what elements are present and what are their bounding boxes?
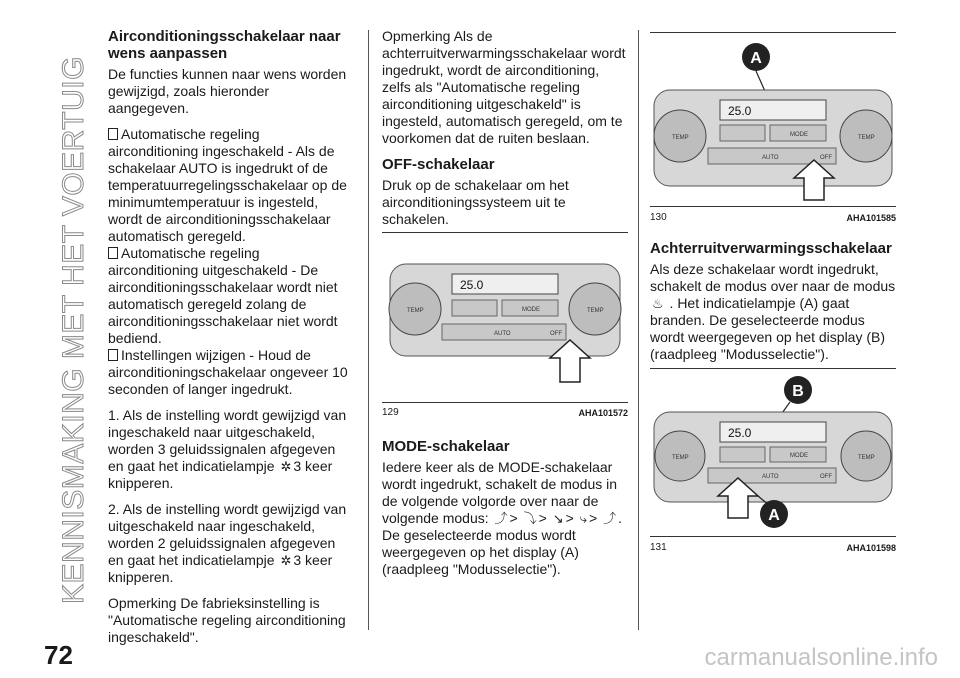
svg-text:AUTO: AUTO	[762, 155, 779, 161]
svg-text:MODE: MODE	[522, 307, 540, 313]
watermark: carmanualsonline.info	[704, 644, 938, 671]
svg-text:TEMP: TEMP	[672, 455, 689, 461]
svg-text:TEMP: TEMP	[672, 135, 689, 141]
column-1	[108, 28, 352, 655]
mode-face-icon: ⤴	[494, 511, 508, 526]
svg-text:MODE: MODE	[790, 132, 808, 138]
svg-text:A: A	[750, 50, 762, 67]
chapter-side-title	[50, 30, 98, 630]
figure-131	[650, 368, 896, 558]
page-number: 72	[44, 640, 73, 670]
note-paragraph: Opmerking Als de achterruitverwarmingsschakelaar wordt ingedrukt, wordt de airconditioning, zelfs als "Automatische regeling airconditioning uitgeschakeld" is ingesteld, automatisch geregeld, om te voorkomen dat de ruiten beslaan.	[382, 28, 626, 146]
svg-text:TEMP: TEMP	[858, 135, 875, 141]
mode-foot-defrost-icon: ⤷	[579, 511, 587, 526]
svg-text:TEMP: TEMP	[587, 308, 604, 314]
svg-text:25.0: 25.0	[728, 426, 752, 440]
step-1: 1. Als de instelling wordt gewijzigd van ingeschakeld naar uitgeschakeld, worden 3 geluidssignalen afgegeven en gaat het indicatielampje ✲ 3 keer knipperen.	[108, 407, 347, 491]
figure-code: AHA101585	[846, 213, 896, 223]
section-heading: OFF-schakelaar	[382, 156, 495, 173]
svg-text:TEMP: TEMP	[858, 455, 875, 461]
column-2	[382, 28, 628, 237]
figure-129	[382, 232, 628, 422]
climate-panel-illustration	[650, 368, 896, 538]
intro-paragraph: De functies kunnen naar wens worden gewijzigd, zoals hieronder aangegeven.	[108, 66, 347, 116]
column-divider	[638, 30, 639, 630]
mode-face-foot-icon: ⤵	[523, 511, 537, 526]
bullet-item: Instellingen wijzigen - Houd de airconditioningschakelaar ongeveer 10 seconden of langer ingedrukt.	[108, 347, 348, 397]
svg-text:TEMP: TEMP	[407, 308, 424, 314]
figure-130	[650, 32, 896, 224]
figure-number: 130	[650, 212, 667, 223]
svg-text:OFF: OFF	[820, 155, 832, 161]
note-paragraph: Opmerking De fabrieksinstelling is "Automatische regeling airconditioning ingeschakeld".	[108, 595, 346, 645]
bullet-item: Automatische regeling airconditioning uitgeschakeld - De airconditioningsschakelaar wordt niet automatisch geregeld zolang de airconditioningsschakelaar niet wordt bediend.	[108, 245, 338, 346]
svg-text:AUTO: AUTO	[494, 331, 511, 337]
svg-text:25.0: 25.0	[728, 104, 752, 118]
paragraph: Als deze schakelaar wordt ingedrukt, schakelt de modus over naar de modus ♨ . Het indicatielampje (A) gaat branden. De geselecteerde modus wordt weergegeven op het display (B) (raadpleeg "Modusselectie").	[650, 261, 896, 362]
climate-panel-illustration	[382, 244, 628, 394]
section-heading: Achterruitverwarmingsschakelaar	[650, 240, 892, 257]
figure-code: AHA101598	[846, 543, 896, 553]
bullet-item: Automatische regeling airconditioning ingeschakeld - Als de schakelaar AUTO is ingedrukt of de temperatuurregelingsschakelaar op de minimumtemperatuur is ingesteld, wordt de airconditioningsschakelaar automatisch geregeld.	[108, 126, 347, 244]
section-heading: MODE-schakelaar	[382, 438, 510, 455]
step-2: 2. Als de instelling wordt gewijzigd van uitgeschakeld naar ingeschakeld, worden 2 geluidssignalen afgegeven en gaat het indicatielampje ✲ 3 keer knipperen.	[108, 501, 347, 585]
checkbox-bullet-icon	[108, 247, 118, 259]
column-3-text	[650, 240, 896, 372]
column-divider	[368, 30, 369, 630]
svg-text:A: A	[768, 507, 780, 524]
checkbox-bullet-icon	[108, 349, 118, 361]
svg-text:25.0: 25.0	[460, 278, 484, 292]
climate-panel-illustration	[650, 32, 896, 202]
svg-text:MODE: MODE	[790, 453, 808, 459]
paragraph: Druk op de schakelaar om het airconditioningssysteem uit te schakelen.	[382, 177, 569, 227]
paragraph: Iedere keer als de MODE-schakelaar wordt ingedrukt, schakelt de modus in de volgende volgorde over naar de volgende modus: ⤴ > ⤵ > ↘ > ⤷ > ⤴ . De geselecteerde modus wordt weergegeven op het display (A) (raadpleeg "Modusselectie").	[382, 459, 622, 577]
figure-number: 131	[650, 542, 667, 553]
chapter-title-text: KENNISMAKING MET HET VOERTUIG	[57, 56, 90, 604]
svg-text:OFF: OFF	[550, 331, 562, 337]
svg-text:OFF: OFF	[820, 474, 832, 480]
svg-text:B: B	[792, 383, 804, 400]
checkbox-bullet-icon	[108, 128, 118, 140]
rear-defrost-icon: ♨	[652, 296, 664, 311]
svg-text:AUTO: AUTO	[762, 474, 779, 480]
figure-code: AHA101572	[578, 408, 628, 418]
ac-indicator-icon: ✲	[280, 459, 292, 474]
section-heading: Airconditioningsschakelaar naar wens aanpassen	[108, 28, 341, 62]
ac-indicator-icon: ✲	[280, 553, 292, 568]
column-2-lower	[382, 438, 628, 587]
figure-number: 129	[382, 407, 399, 418]
mode-face-icon: ⤴	[603, 511, 617, 526]
mode-foot-icon: ↘	[552, 511, 564, 526]
